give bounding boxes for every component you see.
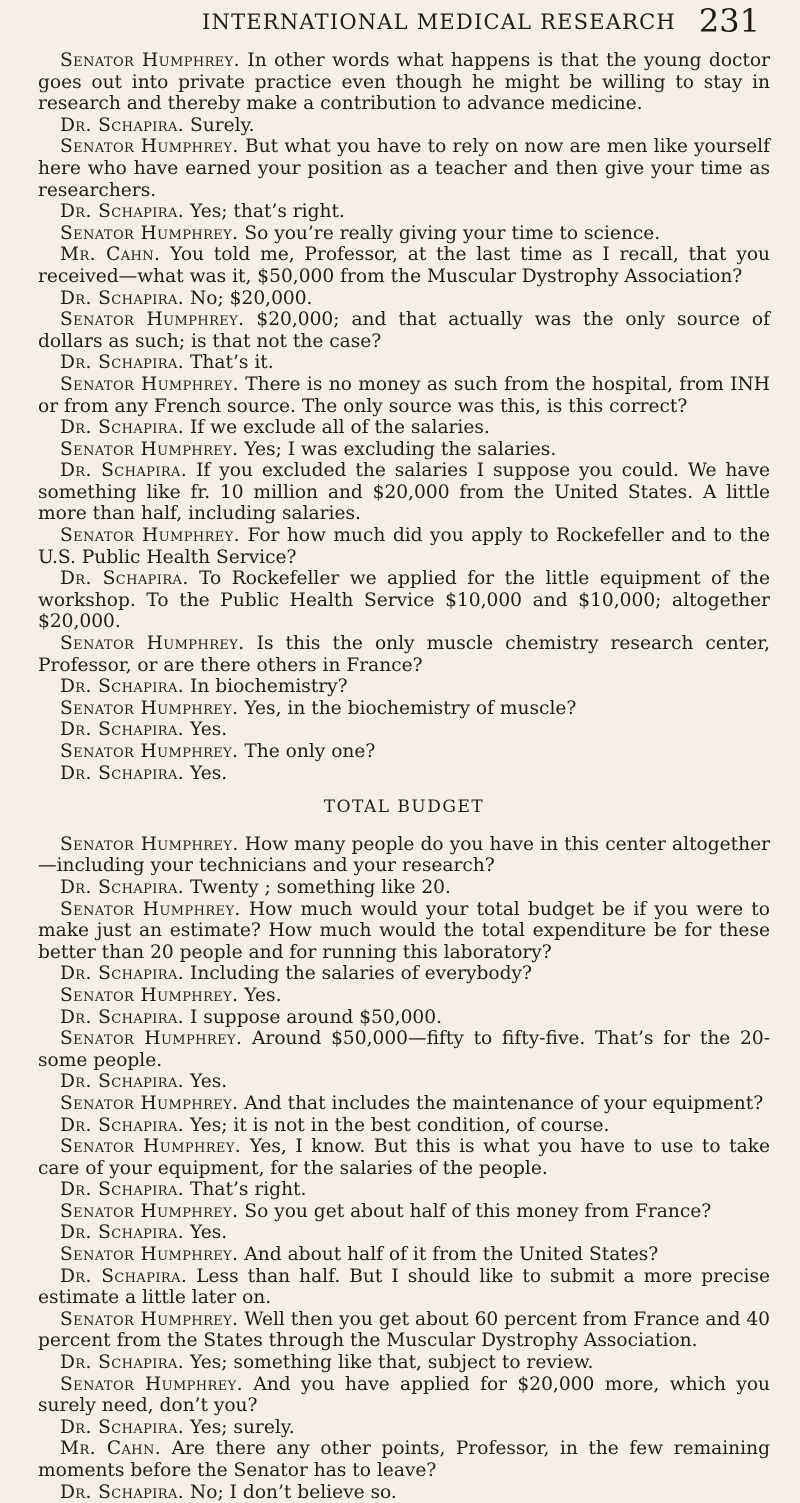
speaker-name: Senator Humphrey.	[60, 222, 239, 244]
testimony-paragraph	[38, 1482, 770, 1503]
testimony-paragraph	[38, 633, 770, 676]
testimony-paragraph	[38, 1007, 770, 1029]
testimony-text: That’s it.	[190, 352, 274, 374]
testimony-text: Yes, I know. But this is what you have to use to take care of your equipment, for the salaries of the people.	[38, 1136, 770, 1179]
section-title: TOTAL BUDGET	[323, 797, 485, 818]
testimony-paragraph	[38, 963, 770, 985]
speaker-name: Dr. Schapira.	[60, 1222, 185, 1244]
testimony-text: The only one?	[244, 741, 376, 762]
testimony-paragraph	[38, 1071, 770, 1093]
testimony-paragraph	[38, 1028, 770, 1071]
speaker-name: Dr. Schapira.	[60, 352, 185, 374]
testimony-paragraph	[38, 352, 770, 374]
testimony-text: Surely.	[190, 114, 255, 136]
speaker-name: Senator Humphrey.	[60, 1373, 243, 1395]
speaker-name: Dr. Schapira.	[60, 1179, 185, 1201]
testimony-paragraph	[38, 1266, 770, 1309]
testimony-text: How many people do you have in this center altogether—including your technicians and your research?	[38, 833, 770, 877]
testimony-paragraph	[38, 309, 770, 352]
testimony-paragraph	[38, 1438, 770, 1481]
testimony-paragraph	[38, 1374, 770, 1417]
transcript-block-before	[38, 50, 770, 784]
speaker-name: Dr. Schapira.	[60, 568, 189, 590]
testimony-text: Yes.	[190, 719, 228, 741]
testimony-paragraph	[38, 525, 770, 568]
testimony-paragraph	[38, 50, 770, 115]
testimony-paragraph	[38, 417, 770, 439]
testimony-paragraph	[38, 719, 770, 741]
speaker-name: Senator Humphrey.	[60, 1136, 242, 1158]
speaker-name: Senator Humphrey.	[60, 1308, 239, 1330]
page-number: 231	[698, 2, 760, 40]
testimony-paragraph	[38, 1352, 770, 1374]
speaker-name: Dr. Schapira.	[60, 1416, 185, 1438]
speaker-name: Senator Humphrey.	[60, 1028, 243, 1050]
testimony-paragraph	[38, 439, 770, 461]
speaker-name: Dr. Schapira.	[60, 1352, 185, 1374]
testimony-paragraph	[38, 1136, 770, 1179]
testimony-paragraph	[38, 568, 770, 633]
testimony-text: Yes.	[244, 984, 282, 1006]
testimony-paragraph	[38, 244, 770, 287]
speaker-name: Dr. Schapira.	[60, 963, 185, 985]
testimony-text: Yes; it is not in the best condition, of course.	[190, 1114, 610, 1136]
speaker-name: Dr. Schapira.	[60, 201, 185, 223]
speaker-name: Senator Humphrey.	[60, 984, 239, 1006]
testimony-text: Yes, in the biochemistry of muscle?	[244, 697, 577, 719]
testimony-text: $20,000; and that actually was the only source of dollars as such; is that not the case?	[38, 309, 770, 352]
testimony-paragraph	[38, 1244, 770, 1266]
testimony-paragraph	[38, 763, 770, 785]
speaker-name: Senator Humphrey.	[60, 438, 239, 460]
testimony-text: For how much did you apply to Rockefeller and to the U.S. Public Health Service?	[38, 525, 770, 568]
speaker-name: Dr. Schapira.	[60, 460, 188, 482]
speaker-name: Dr. Schapira.	[60, 719, 185, 741]
testimony-text: Yes.	[190, 1222, 228, 1244]
testimony-text: That’s right.	[190, 1179, 307, 1201]
testimony-text: If we exclude all of the salaries.	[190, 417, 490, 439]
speaker-name: Senator Humphrey.	[60, 50, 240, 71]
testimony-text: Is this the only muscle chemistry research center, Professor, or are there others in France?	[38, 633, 770, 676]
testimony-text: Yes; I was excluding the salaries.	[244, 438, 557, 460]
testimony-paragraph	[38, 201, 770, 223]
speaker-name: Mr. Cahn.	[60, 244, 161, 266]
testimony-paragraph	[38, 985, 770, 1007]
speaker-name: Senator Humphrey.	[60, 697, 239, 719]
testimony-text: Yes; that’s right.	[190, 201, 345, 223]
testimony-paragraph	[38, 1115, 770, 1137]
testimony-text: Yes.	[190, 1071, 228, 1093]
speaker-name: Senator Humphrey.	[60, 633, 245, 655]
testimony-paragraph	[38, 877, 770, 899]
speaker-name: Dr. Schapira.	[60, 1071, 185, 1093]
testimony-paragraph	[38, 1093, 770, 1115]
testimony-text: In biochemistry?	[190, 676, 348, 698]
testimony-text: And you have applied for $20,000 more, which you surely need, don’t you?	[38, 1373, 770, 1417]
testimony-text: Well then you get about 60 percent from France and 40 percent from the States through the Muscular Dystrophy Association.	[38, 1308, 770, 1352]
speaker-name: Dr. Schapira.	[60, 114, 185, 136]
speaker-name: Senator Humphrey.	[60, 1200, 239, 1222]
speaker-name: Dr. Schapira.	[60, 1114, 185, 1136]
testimony-text: Yes; surely.	[190, 1416, 295, 1438]
testimony-text: Twenty ; something like 20.	[190, 876, 451, 898]
testimony-paragraph	[38, 223, 770, 245]
testimony-paragraph	[38, 676, 770, 698]
testimony-text: If you excluded the salaries I suppose you could. We have something like fr. 10 million and $20,000 from the United States. A little more than half, including salaries.	[38, 460, 770, 525]
speaker-name: Senator Humphrey.	[60, 525, 240, 547]
speaker-name: Senator Humphrey.	[60, 1092, 239, 1114]
testimony-text: So you’re really giving your time to science.	[244, 222, 661, 244]
speaker-name: Senator Humphrey.	[60, 309, 245, 331]
testimony-paragraph	[38, 899, 770, 964]
testimony-paragraph	[38, 1309, 770, 1352]
speaker-name: Senator Humphrey.	[60, 833, 239, 855]
testimony-text: Including the salaries of everybody?	[190, 963, 533, 985]
testimony-text: Are there any other points, Professor, in the few remaining moments before the Senator has to leave?	[38, 1438, 770, 1481]
testimony-text: In other words what happens is that the young doctor goes out into private practice even though he might be willing to stay in research and thereby make a contribution to advance medicine.	[38, 50, 770, 115]
running-head: INTERNATIONAL MEDICAL RESEARCH	[202, 10, 676, 34]
testimony-paragraph	[38, 741, 770, 763]
speaker-name: Senator Humphrey.	[60, 741, 239, 762]
testimony-paragraph	[38, 1222, 770, 1244]
testimony-paragraph	[38, 136, 770, 201]
speaker-name: Dr. Schapira.	[60, 417, 185, 439]
testimony-text: Less than half. But I should like to submit a more precise estimate a little later on.	[38, 1265, 770, 1309]
speaker-name: Senator Humphrey.	[60, 136, 239, 158]
speaker-name: Dr. Schapira.	[60, 287, 185, 309]
speaker-name: Mr. Cahn.	[60, 1438, 162, 1460]
testimony-text: Yes; something like that, subject to review.	[190, 1352, 594, 1374]
testimony-text: There is no money as such from the hospital, from INH or from any French source. The only source was this, is this correct?	[38, 373, 770, 417]
testimony-paragraph	[38, 834, 770, 877]
speaker-name: Dr. Schapira.	[60, 1006, 185, 1028]
speaker-name: Senator Humphrey.	[60, 373, 239, 395]
testimony-paragraph	[38, 460, 770, 525]
testimony-text: No; I don’t believe so.	[190, 1481, 397, 1503]
testimony-text: How much would your total budget be if you were to make just an estimate? How much would the total expenditure be for these better than 20 people and for running this laboratory?	[38, 898, 770, 963]
transcript-block-after	[38, 834, 770, 1503]
transcript-body	[38, 50, 770, 1503]
testimony-paragraph	[38, 374, 770, 417]
page-header	[50, 2, 760, 50]
testimony-text: To Rockefeller we applied for the little equipment of the workshop. To the Public Health Service $10,000 and $10,000; altogether $20,000.	[38, 568, 770, 633]
testimony-text: So you get about half of this money from France?	[244, 1200, 712, 1222]
speaker-name: Senator Humphrey.	[60, 1244, 239, 1266]
speaker-name: Dr. Schapira.	[60, 1481, 185, 1503]
testimony-text: And about half of it from the United States?	[244, 1244, 659, 1266]
testimony-paragraph	[38, 1417, 770, 1439]
testimony-paragraph	[38, 698, 770, 720]
testimony-text: But what you have to rely on now are men like yourself here who have earned your position as a teacher and then give your time as researchers.	[38, 136, 770, 201]
testimony-text: And that includes the maintenance of your equipment?	[244, 1092, 764, 1114]
testimony-text: I suppose around $50,000.	[190, 1006, 442, 1028]
speaker-name: Senator Humphrey.	[60, 898, 241, 920]
testimony-paragraph	[38, 1179, 770, 1201]
testimony-paragraph	[38, 1201, 770, 1223]
speaker-name: Dr. Schapira.	[60, 876, 185, 898]
testimony-text: You told me, Professor, at the last time as I recall, that you received—what was it, $50,000 from the Muscular Dystrophy Association?	[38, 244, 770, 287]
speaker-name: Dr. Schapira.	[60, 762, 185, 784]
testimony-paragraph	[38, 288, 770, 310]
testimony-text: No; $20,000.	[190, 287, 313, 309]
testimony-paragraph	[38, 115, 770, 137]
speaker-name: Dr. Schapira.	[60, 676, 185, 698]
testimony-text: Around $50,000—fifty to fifty-five. That’s for the 20-some people.	[38, 1028, 770, 1071]
speaker-name: Dr. Schapira.	[60, 1265, 188, 1287]
testimony-text: Yes.	[190, 762, 228, 784]
